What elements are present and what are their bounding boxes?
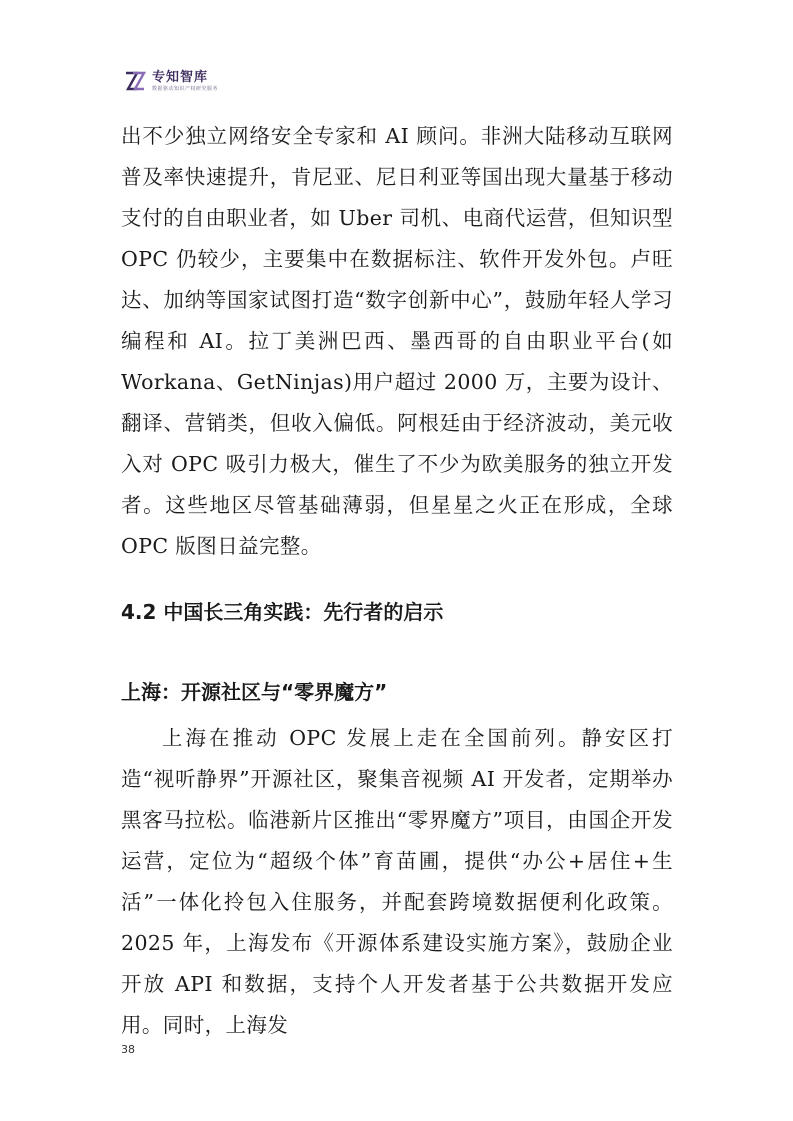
page-number: 38 <box>121 1043 135 1056</box>
paragraph: 出不少独立网络安全专家和 AI 顾问。非洲大陆移动互联网普及率快速提升，肯尼亚、尼日利亚等国出现大量基于移动支付的自由职业者，如 Uber 司机、电商代运营，但知识型 OPC 仍较少，主要集中在数据标注、软件开发外包。卢旺达、加纳等国家试图打造“数字创新中心”，鼓励年轻人学习编程和 AI。拉丁美洲巴西、墨西哥的自由职业平台(如 Workana、GetNinjas)用户超过 2000 万，主要为设计、翻译、营销类，但收入偏低。阿根廷由于经济波动，美元收入对 OPC 吸引力极大，催生了不少为欧美服务的独立开发者。这些地区尽管基础薄弱，但星星之火正在形成，全球 OPC 版图日益完整。 <box>121 124 673 558</box>
body-text-bottom <box>121 718 673 1046</box>
sub-title: 上海：开源社区与“零界魔方” <box>121 680 388 704</box>
logo-name: 专知智库 <box>152 69 209 85</box>
logo-mark-icon <box>124 70 146 92</box>
logo-tagline: 数据驱动知识产权研究服务 <box>152 85 219 92</box>
paragraph: 上海在推动 OPC 发展上走在全国前列。静安区打造“视听静界”开源社区，聚集音视频 AI 开发者，定期举办黑客马拉松。临港新片区推出“零界魔方”项目，由国企开发运营，定位为“超级个体”育苗圃，提供“办公+居住+生活”一体化拎包入住服务，并配套跨境数据便利化政策。2025 年，上海发布《开源体系建设实施方案》，鼓励企业开放 API 和数据，支持个人开发者基于公共数据开发应用。同时，上海发 <box>121 726 673 1037</box>
section-title: 4.2 中国长三角实践：先行者的启示 <box>121 600 444 624</box>
logo-text <box>152 71 218 92</box>
body-text-top <box>121 116 673 567</box>
header-logo <box>124 70 218 92</box>
